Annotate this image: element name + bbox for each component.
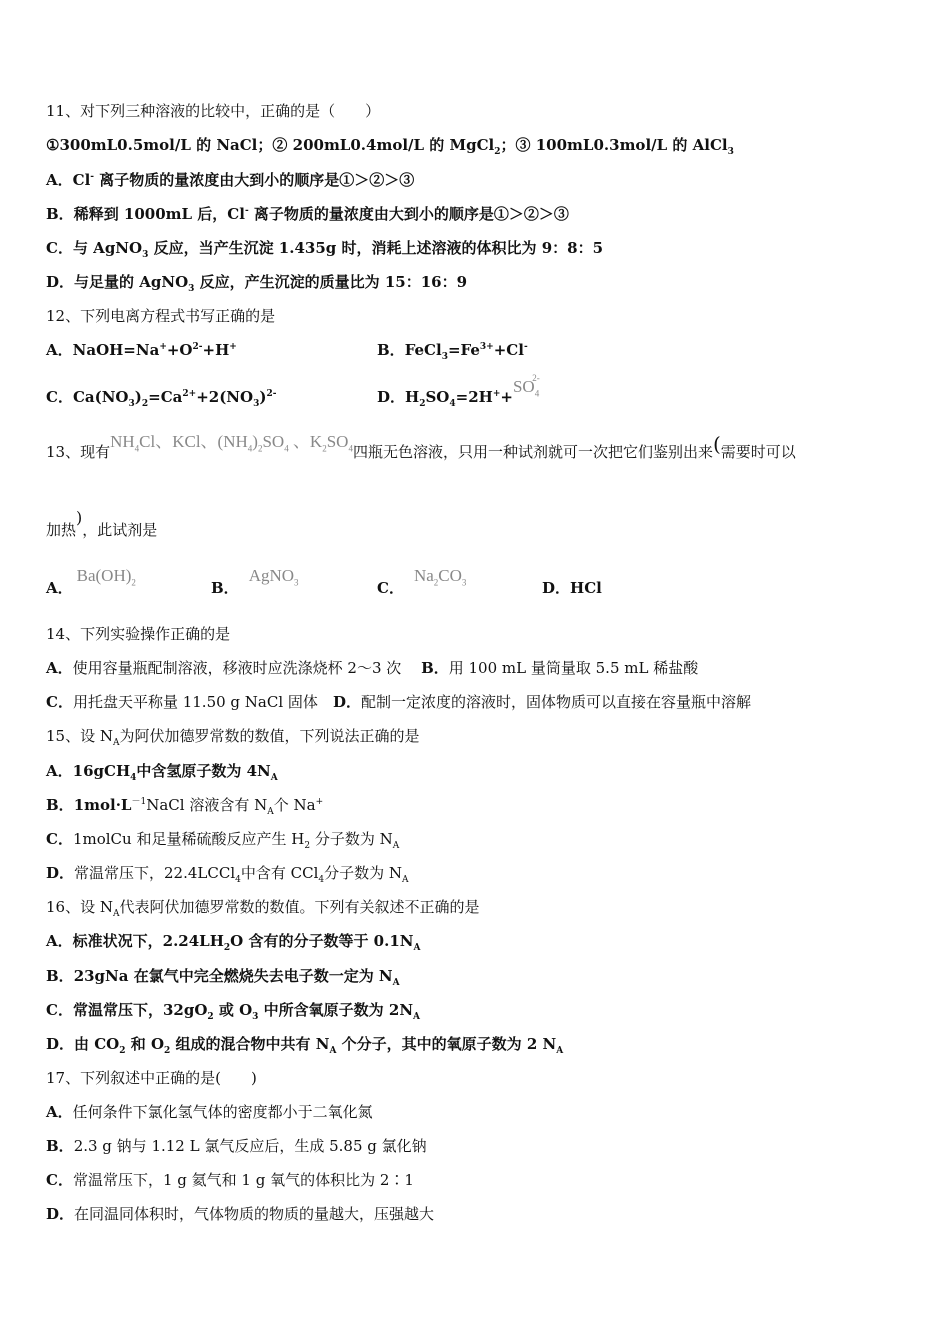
q17-stem: 17、下列叙述中正确的是( ) bbox=[46, 1069, 257, 1087]
q15-option-b: B．$1mol\cdot L^{-1}NaCl$ 溶液含有 $N_A$个 Na+ bbox=[46, 796, 324, 817]
q13-stem: 13、现有$NH_4Cl$、KCl、$(NH_4)_2SO_4$ 、$K_2SO_4$四瓶无色溶液，只用一种试剂就可一次把它们鉴别出来(需要时可以 bbox=[46, 432, 796, 461]
q12-option-c: C．$Ca(NO_3)_2=Ca^{2+}+2(NO_3)^{2-}$ bbox=[46, 388, 277, 409]
q12-option-b: B．$FeCl_3=Fe^{3+}+Cl^-$ bbox=[377, 341, 528, 362]
q13-formulas: $NH_4Cl$、KCl、$(NH_4)_2SO_4$ 、$K_2SO_4$ bbox=[110, 432, 353, 454]
q13-option-b: B．AgNO$_3$ bbox=[211, 566, 299, 597]
q17-option-b: B．2.3 g 钠与 1.12 L 氯气反应后，生成 5.85 g 氯化钠 bbox=[46, 1137, 427, 1155]
q16-option-a: A．标准状况下，$2.24LH_2O$ 含有的分子数等于 $0.1N_A$ bbox=[46, 932, 421, 953]
q11-stem: 11、对下列三种溶液的比较中，正确的是（ ） bbox=[46, 102, 381, 120]
q16-option-c: C．常温常压下，$32gO_2$ 或 $O_3$ 中所含氧原子数为 $2N_A$ bbox=[46, 1001, 421, 1022]
q16-option-b: B．23gNa 在氯气中完全燃烧失去电子数一定为 $N_A$ bbox=[46, 967, 400, 988]
q17-option-a: A．任何条件下氯化氢气体的密度都小于二氧化氮 bbox=[46, 1103, 373, 1121]
q14-options-ab: A．使用容量瓶配制溶液，移液时应洗涤烧杯 2～3 次 B．用 100 mL 量筒量取 5.5 mL 稀盐酸 bbox=[46, 659, 699, 677]
q15-option-c: C．1molCu 和足量稀硫酸反应产生 $H_2$ 分子数为 $N_A$ bbox=[46, 830, 400, 851]
q14-options-cd: C．用托盘天平称量 11.50 g NaCl 固体 D．配制一定浓度的溶液时，固体物质可以直接在容量瓶中溶解 bbox=[46, 693, 751, 711]
q13-option-a: A．$Ba(OH)_2$ bbox=[46, 566, 136, 597]
q12-option-d: D．$H_2SO_4=2H^++SO_4^{2-}$ bbox=[377, 373, 540, 409]
q14-stem: 14、下列实验操作正确的是 bbox=[46, 625, 231, 643]
q11-option-d: D．与足量的 AgNO$_3$ 反应，产生沉淀的质量比为 15：16：9 bbox=[46, 273, 468, 294]
q13-stem-line2: 加热)，此试剂是 bbox=[46, 508, 158, 539]
q13-option-c: C．$Na_2CO_3$ bbox=[377, 566, 467, 597]
q12-option-a: A．$NaOH=Na^++O^{2-}+H^+$ bbox=[46, 341, 237, 359]
q13-option-d: D．HCl bbox=[542, 579, 602, 597]
q11-option-b: B．稀释到 1000mL 后，Cl- 离子物质的量浓度由大到小的顺序是①＞②＞③ bbox=[46, 205, 569, 223]
q17-option-c: C．常温常压下，1 g 氦气和 1 g 氧气的体积比为 2∶1 bbox=[46, 1171, 414, 1189]
q15-option-d: D．常温常压下，22.4LCCl$_4$中含有 CCl$_4$分子数为 $N_A$ bbox=[46, 864, 409, 885]
q15-stem: 15、设 $N_A$为阿伏加德罗常数的数值，下列说法正确的是 bbox=[46, 727, 420, 748]
q15-option-a: A．16gCH$_4$中含氢原子数为 $4N_A$ bbox=[46, 762, 278, 783]
q11-option-a: A．Cl- 离子物质的量浓度由大到小的顺序是①＞②＞③ bbox=[46, 171, 415, 189]
q12-stem: 12、下列电离方程式书写正确的是 bbox=[46, 307, 276, 325]
q16-stem: 16、设 $N_A$代表阿伏加德罗常数的数值。下列有关叙述不正确的是 bbox=[46, 898, 480, 919]
q17-option-d: D．在同温同体积时，气体物质的物质的量越大，压强越大 bbox=[46, 1205, 435, 1223]
q11-option-c: C．与 AgNO$_3$ 反应，当产生沉淀 1.435g 时，消耗上述溶液的体积比为 9：8：5 bbox=[46, 239, 604, 260]
q16-option-d: D．由 $CO_2$ 和 $O_2$ 组成的混合物中共有 $N_A$ 个分子，其中的氧原子数为 2 $N_A$ bbox=[46, 1035, 564, 1056]
q11-given: ①300mL0.5mol/L 的 NaCl；② 200mL0.4mol/L 的 MgCl$_2$；③ 100mL0.3mol/L 的 AlCl$_3$ bbox=[46, 136, 734, 157]
